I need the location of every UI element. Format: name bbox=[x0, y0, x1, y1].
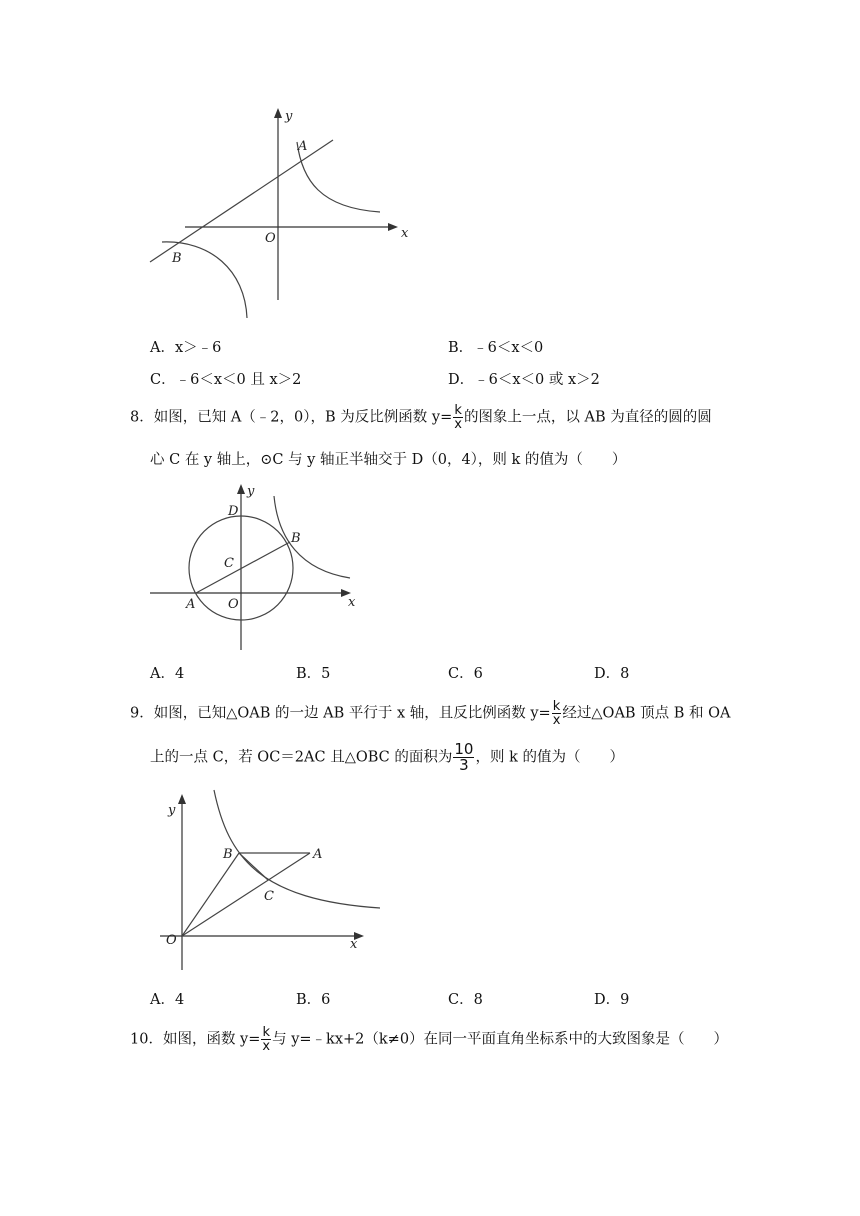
q9-y-arrow bbox=[178, 794, 186, 804]
q9-option-b[interactable]: B．6 bbox=[296, 992, 331, 1008]
q7-label-x: x bbox=[401, 226, 409, 241]
q8-hyperbola bbox=[274, 496, 350, 578]
q7-option-c[interactable]: C．﹣6＜x＜0 且 x＞2 bbox=[150, 372, 302, 388]
q8-label-o: O bbox=[228, 597, 239, 612]
q7-label-a: A bbox=[298, 139, 308, 154]
q7-hyperbola-right bbox=[297, 142, 380, 212]
q8-option-c[interactable]: C．6 bbox=[448, 666, 483, 682]
q9-label-x: x bbox=[350, 937, 358, 952]
q9-area-den: 3 bbox=[459, 756, 469, 774]
q8-frac-num: k bbox=[454, 403, 462, 418]
q9-frac-den: x bbox=[552, 713, 561, 728]
q8-option-b[interactable]: B．5 bbox=[296, 666, 331, 682]
q8-label-x: x bbox=[348, 595, 356, 610]
q9-area-fraction bbox=[453, 742, 474, 773]
q8-label-a: A bbox=[186, 597, 196, 612]
q8-stem-pre: 8．如图，已知 A（﹣2，0），B 为反比例函数 y= bbox=[130, 409, 453, 426]
q9-segment-ob bbox=[182, 853, 239, 936]
q8-segment-ab bbox=[196, 542, 290, 593]
q8-option-d[interactable]: D．8 bbox=[594, 666, 630, 682]
q10-frac-num: k bbox=[262, 1025, 271, 1040]
q9-area-num: 10 bbox=[454, 740, 474, 758]
q7-option-b[interactable]: B．﹣6＜x＜0 bbox=[448, 340, 544, 356]
q9-fraction bbox=[552, 700, 562, 727]
q9-stem2-post: ，则 k 的值为（ ） bbox=[475, 749, 624, 766]
q9-segment-bc bbox=[239, 853, 268, 880]
q7-label-b: B bbox=[172, 251, 182, 266]
q9-label-y: y bbox=[168, 803, 176, 818]
q7-y-arrow bbox=[274, 108, 282, 118]
q8-option-a[interactable]: A．4 bbox=[150, 666, 185, 682]
q7-label-o: O bbox=[265, 231, 276, 246]
q10-fraction bbox=[261, 1026, 271, 1053]
q9-segment-oa bbox=[182, 853, 310, 936]
q9-frac-num: k bbox=[552, 699, 561, 714]
q9-option-d[interactable]: D．9 bbox=[594, 992, 630, 1008]
q9-stem2-pre: 上的一点 C，若 OC＝2AC 且△OBC 的面积为 bbox=[150, 749, 453, 766]
q9-label-a: A bbox=[313, 847, 323, 862]
q9-stem-post: 经过△OAB 顶点 B 和 OA bbox=[562, 705, 731, 722]
q10-stem bbox=[130, 1026, 728, 1053]
q9-label-b: B bbox=[223, 847, 233, 862]
q8-fraction bbox=[453, 404, 463, 431]
q7-option-a[interactable]: A．x＞﹣6 bbox=[150, 340, 222, 356]
q9-figure bbox=[150, 788, 390, 978]
q10-frac-den: x bbox=[262, 1039, 271, 1054]
q9-label-o: O bbox=[166, 933, 177, 948]
q9-stem-line2 bbox=[150, 742, 624, 773]
q9-option-c[interactable]: C．8 bbox=[448, 992, 483, 1008]
q9-option-a[interactable]: A．4 bbox=[150, 992, 185, 1008]
q7-x-arrow bbox=[388, 223, 398, 231]
q7-option-d[interactable]: D．﹣6＜x＜0 或 x＞2 bbox=[448, 372, 600, 388]
q8-label-b: B bbox=[291, 531, 301, 546]
q8-stem-line2: 心 C 在 y 轴上，⊙C 与 y 轴正半轴交于 D（0，4），则 k 的值为（ ） bbox=[150, 452, 627, 468]
q10-stem-pre: 10．如图，函数 y= bbox=[130, 1031, 261, 1048]
q8-label-c: C bbox=[224, 556, 234, 571]
q8-stem-post: 的图象上一点，以 AB 为直径的圆的圆 bbox=[463, 409, 712, 426]
q8-frac-den: x bbox=[454, 417, 462, 432]
q8-y-arrow bbox=[237, 484, 245, 494]
q8-label-y: y bbox=[247, 484, 255, 499]
q7-line bbox=[150, 140, 333, 262]
q8-stem-line1 bbox=[130, 404, 712, 431]
q7-label-y: y bbox=[285, 109, 293, 124]
q9-label-c: C bbox=[264, 889, 274, 904]
q8-label-d: D bbox=[228, 504, 239, 519]
q10-stem-post: 与 y=﹣kx+2（k≠0）在同一平面直角坐标系中的大致图象是（ ） bbox=[272, 1031, 729, 1048]
q9-hyperbola bbox=[214, 790, 380, 908]
q7-figure bbox=[140, 100, 420, 325]
q9-stem-line1 bbox=[130, 700, 731, 727]
q9-stem-pre: 9．如图，已知△OAB 的一边 AB 平行于 x 轴，且反比例函数 y= bbox=[130, 705, 551, 722]
q8-figure bbox=[140, 478, 370, 656]
